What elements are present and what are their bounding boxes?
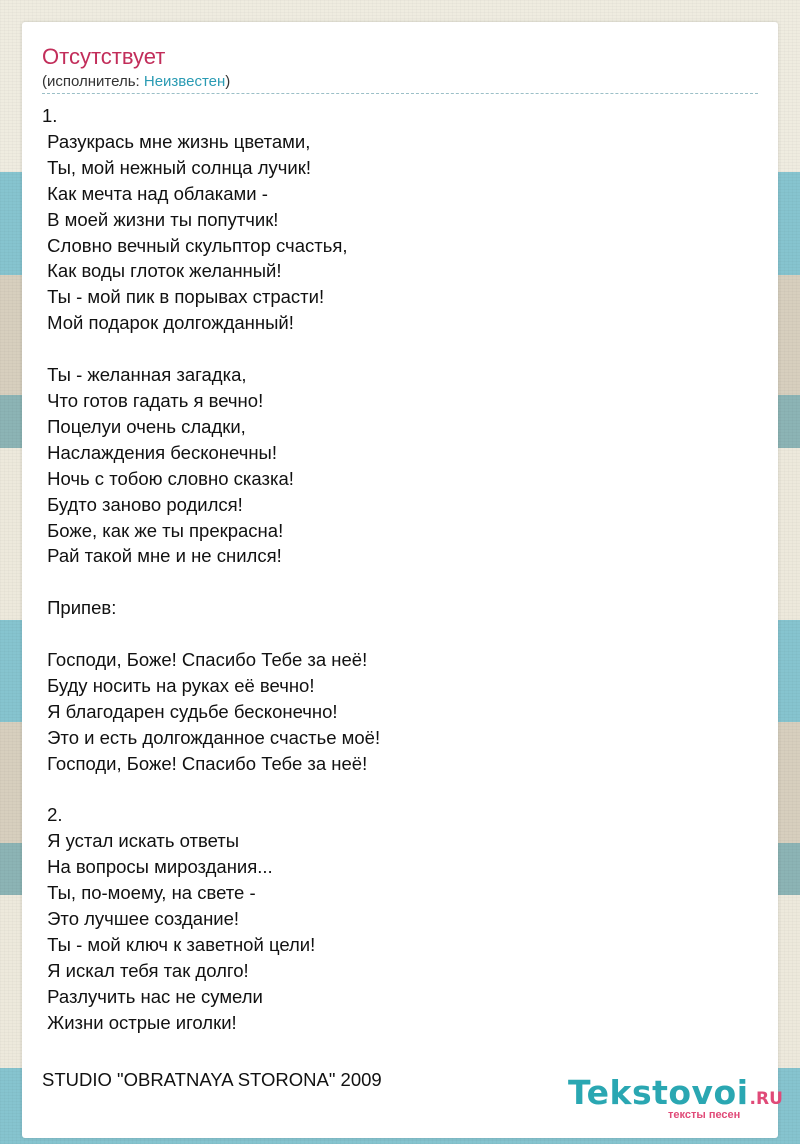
logo-name: Tekstovoi: [568, 1073, 749, 1112]
logo-subtitle: тексты песен: [668, 1109, 741, 1121]
logo-tld: .RU: [749, 1089, 783, 1109]
artist-link[interactable]: Неизвестен: [143, 73, 226, 90]
artist-line: [42, 73, 230, 90]
tekstovoi-logo[interactable]: [568, 1073, 783, 1112]
studio-credit: STUDIO "OBRATNAYA STORONA" 2009: [42, 1069, 382, 1090]
title-divider: [42, 93, 758, 94]
song-title: Отсутствует: [42, 44, 166, 69]
artist-prefix: (исполнитель:: [42, 73, 144, 90]
lyrics-text: 1. Разукрась мне жизнь цветами, Ты, мой нежный солнца лучик! Как мечта над облаками - В моей жизни ты попутчик! Словно вечный скульптор счастья, Как воды глоток желанный! Ты - мой пик в порывах страсти! Мой подарок долгожданный! Ты - желанная загадка, Что готов гадать я вечно! Поцелуи очень сладки, Наслаждения бесконечны! Ночь с тобою словно сказка! Будто заново родился! Боже, как же ты прекрасна! Рай такой мне и не снился! Припев: Господи, Боже! Спасибо Тебе за неё! Буду носить на руках её вечно! Я благодарен судьбе бесконечно! Это и есть долгожданное счастье моё! Господи, Боже! Спасибо Тебе за неё! 2. Я устал искать ответы На вопросы мироздания... Ты, по-моему, на свете - Это лучшее создание! Ты - мой ключ к заветной цели! Я искал тебя так долго! Разлучить нас не сумели Жизни острые иголки!: [42, 105, 381, 1033]
artist-suffix: ): [225, 73, 231, 90]
